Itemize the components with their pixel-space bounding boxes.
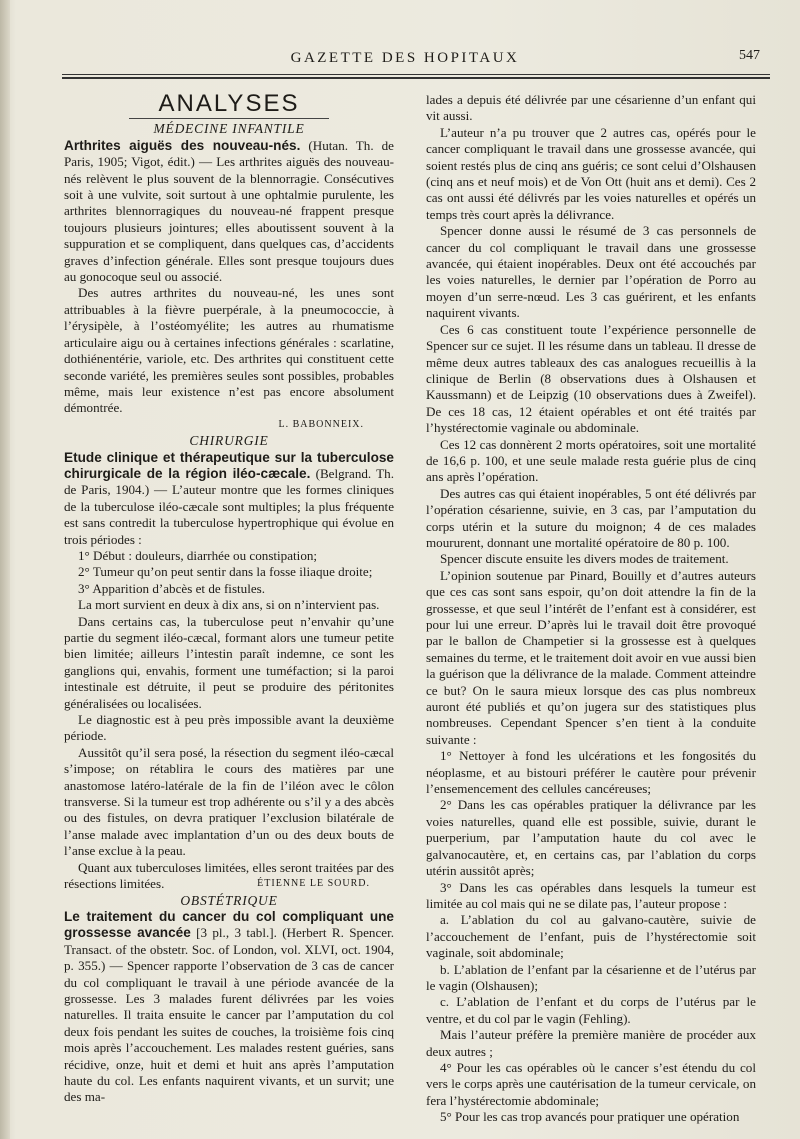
- paragraph-text: Quant aux tuberculoses limitées, elles seront traitées par des résections limitées.: [64, 859, 394, 892]
- article-title: Le traitement du cancer du col compliquant une grossesse avancée: [64, 908, 394, 941]
- paragraph: Des autres cas qui étaient inopérables, 5 ont été délivrés par l’opération césarienne, suivie, en 3 cas, par l’amputation du corps utérin et la suture du moignon; 4 de ces malades moururent, donnant une mortalité opératoire de 80 p. 100.: [426, 485, 756, 550]
- paragraph: Spencer discute ensuite les divers modes de traitement.: [440, 551, 729, 567]
- paragraph: L’opinion soutenue par Pinard, Bouilly et d’autres auteurs que ces cas sont sans espoir, qu’on doit attendre la fin de la grossesse, et que seul l’intérêt de l’enfant est à considérer, est pour lui une erreur. D’après lui le travail doit être provoqué par le ballon de Champetier si la grossesse est à quelques semaines du terme, et le traitement doit avoir en vue aussi bien la guérison que la délivrance de la malade. Comment atteindre ce but? On le saura mieux lorsque des cas plus nombreux auront été publiés et qu’on jugera sur des statistiques plus nombreuses. Cependant Spencer s’en tient à la conduite suivante :: [426, 567, 756, 747]
- page-binding-edge: [0, 0, 10, 1139]
- paragraph: Ces 12 cas donnèrent 2 morts opératoires, soit une mortalité de 16,6 p. 100, et une seule malade resta guérie plus de cinq ans après l’opération.: [426, 436, 756, 485]
- signature: ÉTIENNE LE SOURD.: [257, 878, 370, 890]
- list-item: 2° Dans les cas opérables pratiquer la délivrance par les voies naturelles, quand elle est possible, suivie, durant le puerperium, par l’amputation haute du col avec le galvanocautère, et, en certains cas, par l’ablation du corps utérin aussitôt après;: [426, 797, 756, 879]
- paragraph: lades a depuis été délivrée par une césarienne d’un enfant qui vit aussi.: [426, 92, 756, 124]
- list-item: 3° Dans les cas opérables dans lesquels la tumeur est limitée au col mais qui ne se dilate pas, l’auteur propose :: [426, 879, 756, 911]
- list-subitem: a. L’ablation du col au galvano-cautère, suivie de l’accouchement de l’enfant, puis de l’hystérectomie soit vaginale, soit abdominale;: [426, 912, 756, 961]
- article-cancer-col: [64, 909, 394, 1106]
- paragraph: Spencer donne aussi le résumé de 3 cas personnels de cancer du col compliquant le travail dans une grossesse avancée, qui étaient inopérables. Deux ont été accouchés par les voies naturelles, le dernier par l’opération de Porro au moyen d’un serre-nœud. Les 3 cas guérirent, et les enfants naquirent vivants.: [426, 223, 756, 321]
- paragraph: Mais l’auteur préfère la première manière de procéder aux deux autres ;: [426, 1027, 756, 1059]
- list-item: 1° Début : douleurs, diarrhée ou constipation;: [78, 547, 318, 563]
- list-subitem: c. L’ablation de l’enfant et du corps de l’utérus par le ventre, et du col par le vagin (Fehling).: [426, 994, 756, 1026]
- paragraph: Aussitôt qu’il sera posé, la résection du segment iléo-cæcal s’impose; on rétablira le cours des matières par une anastomose latéro-latérale de la fin de l’iléon avec le côlon transverse. Si la tumeur est trop adhérente ou s’il y a des abcès ou des fistules, on devra pratiquer l’exclusion bilatérale de l’anse malade avec implantation d’un ou des deux bouts de l’anse exclue à la peau.: [64, 744, 394, 859]
- page-header: [40, 48, 770, 72]
- paragraph: Le diagnostic est à peu près impossible avant la deuxième période.: [64, 712, 394, 744]
- header-rule: [62, 74, 770, 75]
- article-arthrites: [64, 138, 394, 286]
- journal-title: GAZETTE DES HOPITAUX: [290, 50, 520, 66]
- list-item: 5° Pour les cas trop avancés pour pratiquer une opération: [440, 1109, 740, 1125]
- header-rule-thick: [62, 77, 770, 79]
- article-text: [3 pl., 3 tabl.]. (Herbert R. Spencer. Transact. of the obstetr. Soc. of London, vol. XLVI, oct. 1904, p. 355.) — Spencer rapporte l’observation de 3 cas de cancer du col compliquant le travail à une période avancée de la grossesse. Les 3 malades furent délivrées par les voies naturelles. Il traita ensuite le cancer par l’amputation du col deux fois pendant les suites de couches, la troisième fois cinq mois après l’accouchement. Les malades restent guéries, sans récidive, onze, huit et demi et huit ans après l’amputation haute du col. Les enfants naquirent vivants, et un survit; une des ma-: [64, 925, 394, 1105]
- paragraph: Ces 6 cas constituent toute l’expérience personnelle de Spencer sur ce sujet. Il les résume dans un tableau. Il dresse de même deux autres tableaux des cas analogues recueillis à la clinique de Berlin (8 observations dues à Olshausen et Kaussmann) et de Leipzig (10 observations dues à Zweifel). De ces 18 cas, 12 étaient opérables et ont été traités par l’hystérectomie vaginale ou abdominale.: [426, 321, 756, 436]
- paragraph: La mort survient en deux à dix ans, si on n’intervient pas.: [78, 597, 380, 613]
- list-item: 4° Pour les cas opérables où le cancer s’est étendu du col vers le corps après une cautérisation de la tumeur cervicale, on fera l’hystérectomie abdominale;: [426, 1059, 756, 1108]
- heading-rule: [129, 118, 329, 119]
- signature: L. BABONNEIX.: [278, 418, 364, 430]
- list-item: 2° Tumeur qu’on peut sentir dans la fosse iliaque droite;: [78, 564, 373, 580]
- left-column: [64, 92, 394, 1106]
- analyses-heading: ANALYSES: [158, 90, 300, 117]
- section-title-chirurgie: CHIRURGIE: [189, 433, 269, 449]
- section-title-obstetrique: OBSTÉTRIQUE: [180, 892, 278, 908]
- article-title: Arthrites aiguës des nouveau-nés.: [64, 137, 301, 153]
- right-column: [426, 92, 756, 1126]
- page-number: 547: [739, 48, 760, 63]
- article-text: (Belgrand. Th. de Paris, 1904.) — L’auteur montre que les formes cliniques de la tuberculose iléo-cæcale sont multiples; la plus fréquente est sans contredit la tuberculose hypertrophique qui évolue en trois périodes :: [64, 465, 394, 547]
- list-item: 3° Apparition d’abcès et de fistules.: [78, 580, 266, 596]
- list-subitem: b. L’ablation de l’enfant par la césarienne et de l’utérus par le vagin (Olshausen);: [426, 961, 756, 993]
- section-title-medecine-infantile: MÉDECINE INFANTILE: [153, 121, 305, 137]
- article-title: Etude clinique et thérapeutique sur la tuberculose chirurgicale de la région iléo-cæcale.: [64, 449, 394, 481]
- article-text: (Hutan. Th. de Paris, 1905; Vigot, édit.) — Les arthrites aiguës des nouveau-nés relèvent le plus souvent de la blennorragie. Consécutives soit à une vulvite, soit surtout à une ophtalmie purulente, les arthrites blennorragiques du nouveau-né frappent presque toujours plusieurs jointures; elles aboutissent souvent à la suppuration et se compliquent, dans quelques cas, d’accidents graves d’infection générale. Elles sont presque toujours dues au gonocoque seul ou associé.: [64, 137, 394, 285]
- paragraph: Dans certains cas, la tuberculose peut n’envahir qu’une partie du segment iléo-cæcal, formant alors une tumeur petite bien limitée; ailleurs l’intestin paraît indemne, ce sont les ganglions qui, envahis, forment une tuméfaction; si la paroi intestinale est détruite, il peut se produire des péritonites généralisées ou localisées.: [64, 613, 394, 711]
- list-item: 1° Nettoyer à fond les ulcérations et les fongosités du néoplasme, et au bistouri préférer le cautère pour prévenir l’ensemencement des cellules cancéreuses;: [426, 748, 756, 797]
- paragraph: L’auteur n’a pu trouver que 2 autres cas, opérés pour le cancer compliquant le travail dans une grossesse avancée, qui soient restés plus de cinq ans guéris; ce sont celui d’Olshausen (cinq ans et neuf mois) et de Von Ott (huit ans et demi). Ces 2 cas ont aussi été délivrés par les voies naturelles et opérés un temps très court après la délivrance.: [426, 124, 756, 222]
- paragraph: Des autres arthrites du nouveau-né, les unes sont attribuables à la fièvre puerpérale, à la pneumococcie, à l’érysipèle, à l’ostéomyélite; les autres au rhumatisme articulaire aigu ou à certaines infections générales : scarlatine, dothiénentérie, variole, etc. Des arthrites qui constituent cette seconde variété, les premières seules sont possibles, probables même, mais leur existence n’est pas encore absolument démontrée.: [64, 285, 394, 416]
- paragraph: [64, 860, 394, 893]
- article-tuberculose: [64, 450, 394, 548]
